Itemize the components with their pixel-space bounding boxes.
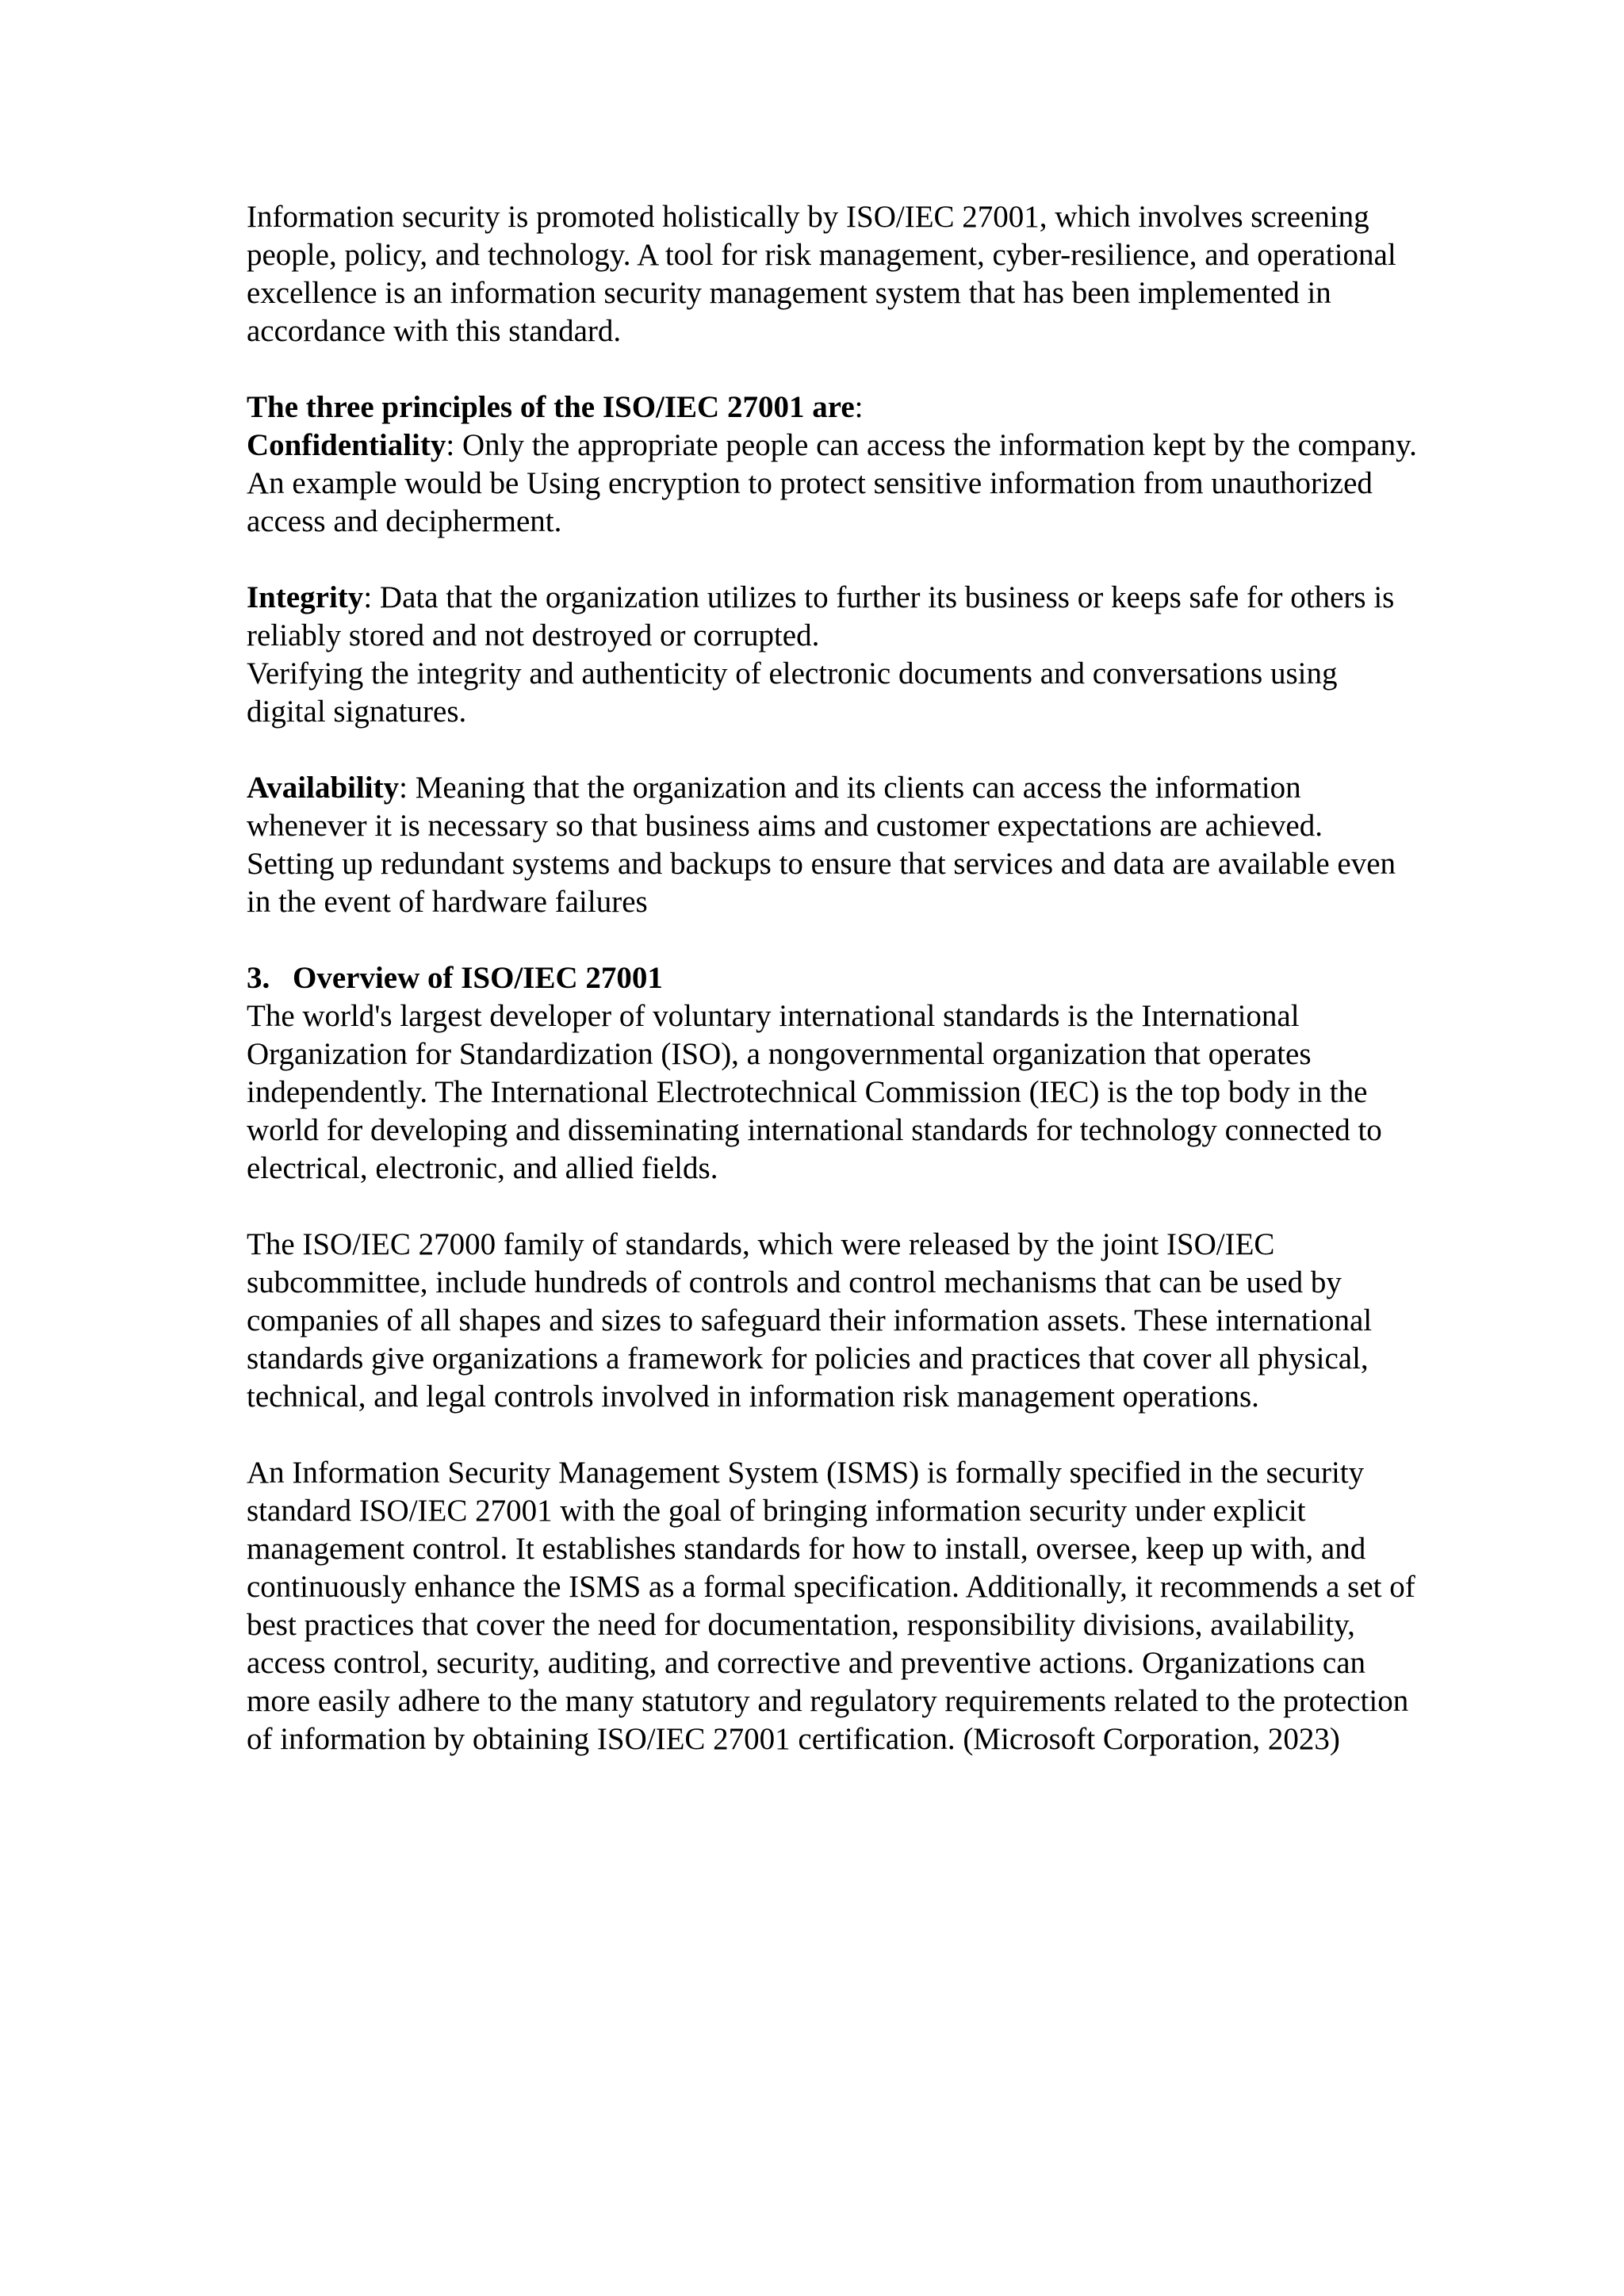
section-3-heading [247,959,1420,997]
paragraph-gap [247,1188,1420,1226]
integrity-example: Verifying the integrity and authenticity of electronic documents and conversations using digital signatures. [247,656,1338,729]
integrity-text: : Data that the organization utilizes to further its business or keeps safe for others is reliably stored and not destroyed or corrupted. [247,580,1395,652]
confidentiality-paragraph [247,427,1420,541]
paragraph-gap [247,921,1420,959]
availability-term: Availability [247,771,400,805]
principles-heading [247,388,1420,427]
paragraph-gap [247,541,1420,579]
confidentiality-text: : Only the appropriate people can access the information kept by the company. An example would be Using encryption to protect sensitive information from unauthorized access and decipherment. [247,428,1417,538]
paragraph-gap [247,731,1420,769]
integrity-paragraph [247,579,1420,655]
principles-heading-text: The three principles of the ISO/IEC 27001 are [247,390,855,424]
integrity-term: Integrity [247,580,364,614]
paragraph-gap [247,350,1420,388]
principles-heading-colon: : [854,390,864,424]
intro-paragraph: Information security is promoted holistically by ISO/IEC 27001, which involves screening people, policy, and technology. A tool for risk management, cyber-resilience, and operational excellence is an information security management system that has been implemented in accordance with this standard. [247,200,1396,348]
section-3-number: 3. [247,961,270,995]
availability-text: : Meaning that the organization and its clients can access the information whenever it is necessary so that business aims and customer expectations are achieved. [247,771,1323,843]
section-3-paragraph-1: The world's largest developer of voluntary international standards is the International Organization for Standardization (ISO), a nongovernmental organization that operates independently. The International Electrotechnical Commission (IEC) is the top body in the world for developing and disseminating international standards for technology connected to electrical, electronic, and allied fields. [247,999,1382,1185]
paragraph-gap [247,1416,1420,1454]
confidentiality-term: Confidentiality [247,428,446,462]
document-page [247,198,1420,1758]
availability-paragraph [247,769,1420,845]
section-3-paragraph-3: An Information Security Management System (ISMS) is formally specified in the security standard ISO/IEC 27001 with the goal of bringing information security under explicit management control. It establishes standards for how to install, oversee, keep up with, and continuously enhance the ISMS as a formal specification. Additionally, it recommends a set of best practices that cover the need for documentation, responsibility divisions, availability, access control, security, auditing, and corrective and preventive actions. Organizations can more easily adhere to the many statutory and regulatory requirements related to the protection of information by obtaining ISO/IEC 27001 certification. (Microsoft Corporation, 2023) [247,1456,1415,1756]
section-3-paragraph-2: The ISO/IEC 27000 family of standards, which were released by the joint ISO/IEC subcommittee, include hundreds of controls and control mechanisms that can be used by companies of all shapes and sizes to safeguard their information assets. These international standards give organizations a framework for policies and practices that cover all physical, technical, and legal controls involved in information risk management operations. [247,1227,1373,1414]
availability-example: Setting up redundant systems and backups to ensure that services and data are available even in the event of hardware failures [247,847,1396,919]
section-3-title: Overview of ISO/IEC 27001 [293,961,663,995]
